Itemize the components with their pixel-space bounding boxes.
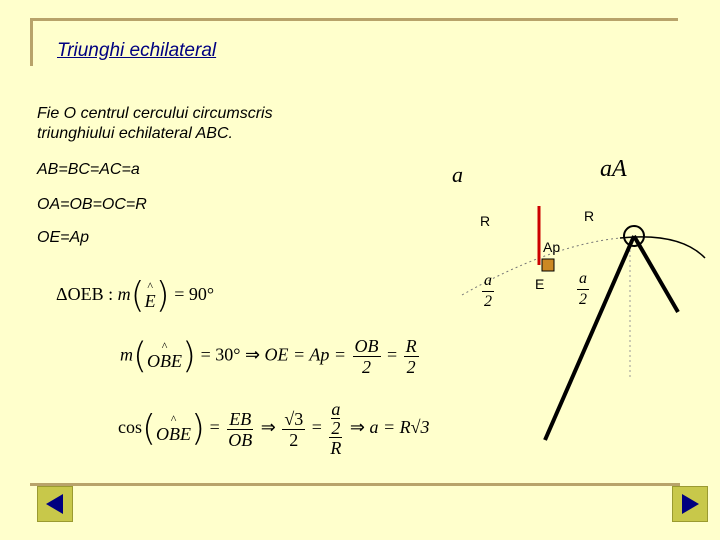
frac-eb-ob: $\frac{EB}{OB}$ <box>228 408 253 450</box>
equality-apothem: OE=Ap <box>37 229 90 246</box>
frac-sqrt3-2: $\frac{√3}{2}$ <box>284 408 304 450</box>
equals: = <box>209 417 220 438</box>
intro-line-2: triunghiului echilateral ABC. <box>37 125 233 142</box>
implies-arrow: ⇒ <box>244 344 261 365</box>
triangle-left-icon <box>38 487 72 521</box>
paren-close: ) <box>155 275 170 316</box>
label-r-right: R <box>584 208 595 224</box>
label-e: E <box>535 276 545 292</box>
equals: = <box>311 417 322 438</box>
label-aa: aA <box>600 156 627 182</box>
equality-sides: AB=BC=AC=a <box>37 161 140 178</box>
label-ap: Ap <box>543 239 561 255</box>
paren-open: ( <box>130 275 145 316</box>
equality-radii: OA=OB=OC=R <box>37 196 147 213</box>
equals: = <box>387 344 398 365</box>
equals-30: = 30° <box>200 344 241 365</box>
label-a: a <box>452 162 463 187</box>
oe-ap: OE = Ap = <box>264 344 347 365</box>
frac-a-2-left: $\frac{a}{2}$ <box>484 272 492 310</box>
paren-open: ( <box>133 335 148 377</box>
slide-title: Triunghi echilateral <box>57 40 217 61</box>
paren-open: ( <box>142 408 157 449</box>
frac-a2-r: a 2 R <box>330 399 342 458</box>
result-a: a = R√3 <box>369 417 430 438</box>
implies-arrow: ⇒ <box>260 417 276 438</box>
frac-r-2: $\frac{R}{2}$ <box>405 336 417 377</box>
angle-obe: ^ OBE <box>147 339 183 371</box>
intro-line-1: Fie O centrul cercului circumscris <box>37 105 273 122</box>
paren-close: ) <box>191 408 206 449</box>
frac-ob-2: $\frac{OB}{2}$ <box>354 336 379 377</box>
angle-obe: ^ OBE <box>156 411 192 444</box>
triangle-right-icon <box>673 487 707 521</box>
cos: cos <box>118 417 142 438</box>
next-slide-button[interactable] <box>672 486 708 522</box>
implies-arrow: ⇒ <box>349 417 365 438</box>
angle-e: ^ E <box>144 278 156 311</box>
colon: : <box>108 284 114 305</box>
measure-m: m <box>120 344 133 365</box>
side-ac <box>545 236 634 440</box>
prev-slide-button[interactable] <box>37 486 73 522</box>
side-ab <box>634 236 678 312</box>
equals-90: = 90° <box>174 284 215 305</box>
triangle-oeb: ΔOEB <box>56 284 104 305</box>
frac-a-2-right: $\frac{a}{2}$ <box>579 270 587 308</box>
measure-m: m <box>117 284 131 305</box>
paren-close: ) <box>182 335 197 377</box>
right-angle-marker <box>542 259 554 271</box>
label-r-left: R <box>480 213 491 229</box>
